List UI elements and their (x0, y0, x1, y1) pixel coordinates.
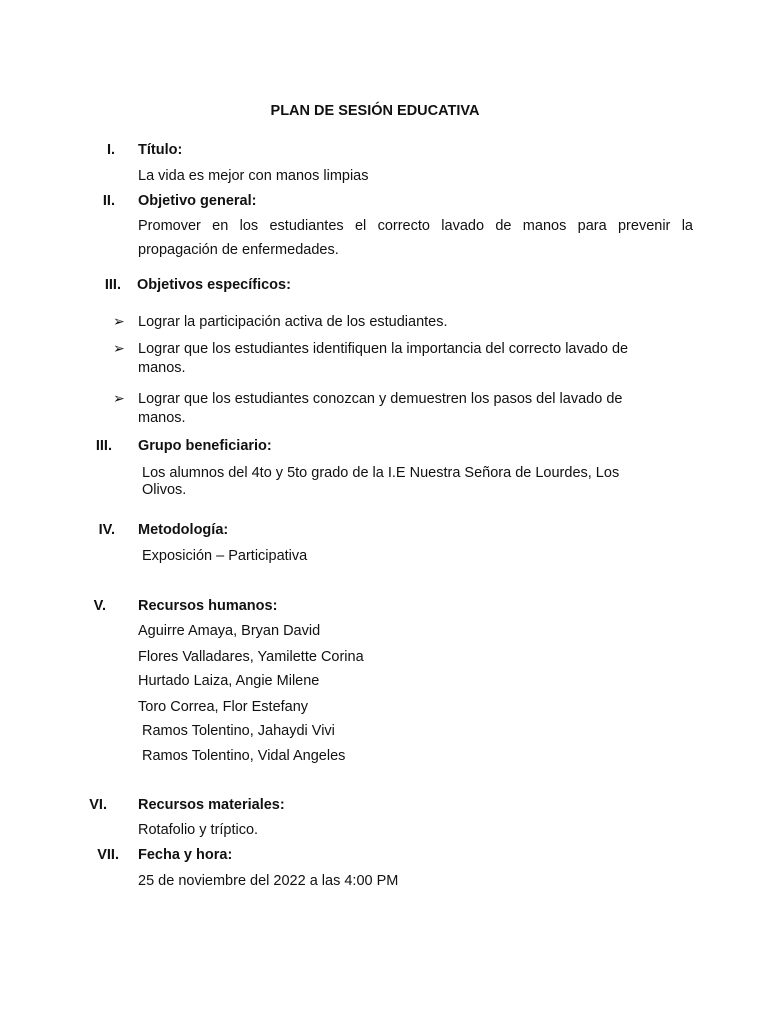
section-heading-recursos-materiales: Recursos materiales: (138, 797, 285, 813)
section-number: VII. (97, 847, 119, 863)
section-heading-fecha-hora: Fecha y hora: (138, 847, 233, 863)
section-heading-titulo: Título: (138, 142, 183, 158)
section-body-grupo-beneficiario: Los alumnos del 4to y 5to grado de la I.E Nuestra Señora de Lourdes, Los Olivos. (142, 465, 620, 498)
section-number: VI. (89, 797, 107, 813)
section-number: IV. (98, 522, 115, 538)
list-item: Toro Correa, Flor Estefany (138, 699, 309, 715)
section-number: III. (95, 438, 112, 454)
list-item: Lograr la participación activa de los estudiantes. (138, 314, 448, 330)
section-body-metodologia: Exposición – Participativa (142, 548, 308, 564)
section-body-titulo: La vida es mejor con manos limpias (138, 168, 369, 184)
section-heading-objetivos-especificos: Objetivos específicos: (137, 277, 291, 293)
bullet-arrow-icon: ➢ (113, 390, 125, 406)
section-body-objetivo-general: Promover en los estudiantes el correcto lavado de manos para prevenir la propagación de enfermedades. (138, 218, 693, 258)
bullet-arrow-icon: ➢ (113, 340, 125, 356)
list-item: Hurtado Laiza, Angie Milene (138, 673, 320, 689)
section-number: II. (102, 193, 115, 209)
list-item: Ramos Tolentino, Vidal Angeles (142, 748, 346, 764)
list-item: Lograr que los estudiantes identifiquen la importancia del correcto lavado de manos. (138, 341, 629, 376)
list-item: Ramos Tolentino, Jahaydi Vivi (142, 723, 335, 739)
list-item: Lograr que los estudiantes conozcan y demuestren los pasos del lavado de manos. (138, 391, 623, 426)
section-heading-recursos-humanos: Recursos humanos: (138, 598, 278, 614)
document-title: PLAN DE SESIÓN EDUCATIVA (270, 103, 480, 119)
section-heading-metodologia: Metodología: (138, 522, 229, 538)
section-body-recursos-materiales: Rotafolio y tríptico. (138, 822, 259, 838)
bullet-arrow-icon: ➢ (113, 313, 125, 329)
section-number: I. (106, 142, 115, 158)
section-heading-grupo-beneficiario: Grupo beneficiario: (138, 438, 272, 454)
section-heading-objetivo-general: Objetivo general: (138, 193, 257, 209)
section-number: V. (93, 598, 106, 614)
section-body-fecha-hora: 25 de noviembre del 2022 a las 4:00 PM (138, 873, 399, 889)
section-number: III. (104, 277, 121, 293)
list-item: Aguirre Amaya, Bryan David (138, 623, 321, 639)
list-item: Flores Valladares, Yamilette Corina (138, 649, 364, 665)
